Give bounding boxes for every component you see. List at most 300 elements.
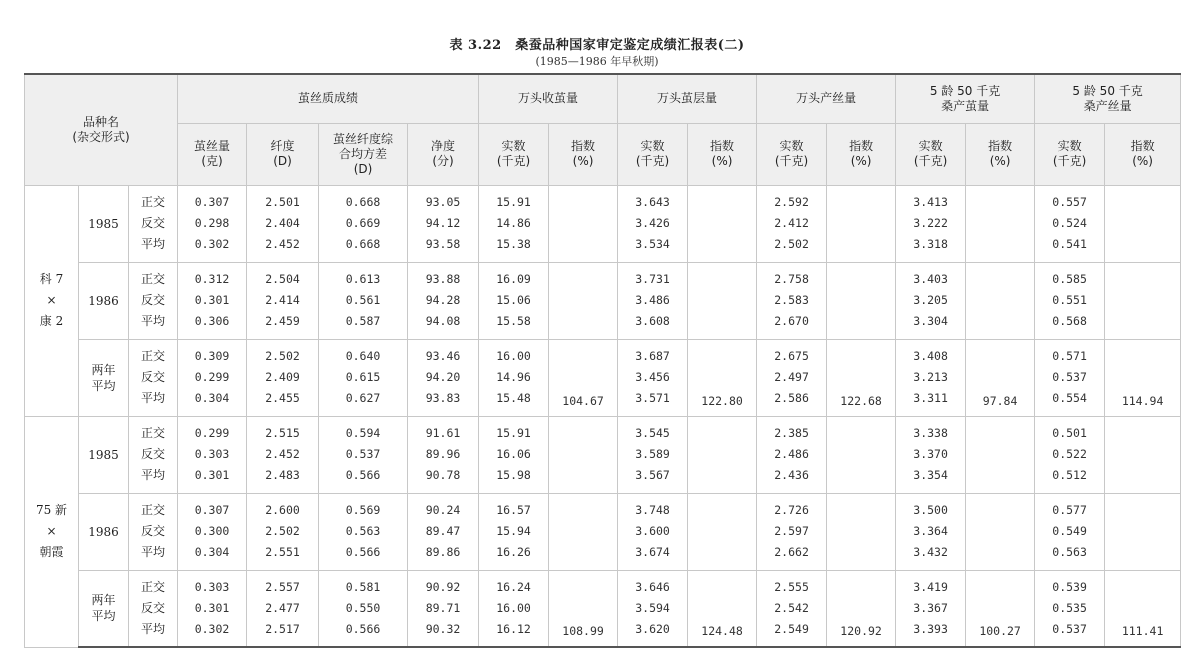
cross-type: 平均 — [141, 391, 166, 405]
value-silk-output-actual: 2.385 — [774, 426, 809, 440]
cell-yield-index: 104.67 — [549, 339, 618, 416]
value-fineness: 2.459 — [265, 314, 300, 328]
value-silk-output-actual: 2.555 — [774, 579, 809, 594]
cell-mulberry-silk-actual — [1035, 570, 1105, 647]
table-title: 表 3.22 桑蚕品种国家审定鉴定成绩汇报表(二) — [449, 38, 745, 53]
cross-type: 平均 — [141, 237, 166, 251]
value-mulberry-silk-actual: 0.501 — [1052, 426, 1087, 440]
value-layer-actual: 3.608 — [635, 314, 670, 328]
value-mulberry-cocoon-actual: 3.205 — [913, 293, 948, 307]
group-header-silk-output: 万头产丝量 — [757, 74, 896, 123]
value-yield-actual: 16.09 — [496, 272, 531, 286]
col-variance: 茧丝纤度综 合均方差 (D) — [319, 123, 408, 185]
table-row — [25, 339, 1181, 416]
value-fineness: 2.557 — [265, 579, 300, 594]
cell-mulberry-cocoon-index: 97.84 — [966, 339, 1035, 416]
cell-layer-index: 124.48 — [688, 570, 757, 647]
cross-type: 反交 — [141, 216, 166, 230]
group-header-mulberry-silk: 5 龄 50 千克 桑产丝量 — [1035, 74, 1181, 123]
cell-mulberry-cocoon-index — [966, 416, 1035, 493]
cell-mulberry-cocoon-actual — [896, 339, 966, 416]
cell-yield-actual — [479, 262, 549, 339]
value-mulberry-cocoon-actual: 3.432 — [913, 545, 948, 559]
value-yield-actual: 16.00 — [496, 600, 531, 615]
value-layer-actual: 3.594 — [635, 600, 670, 615]
value-mulberry-cocoon-actual: 3.354 — [913, 468, 948, 482]
value-variance: 0.640 — [345, 349, 381, 363]
value-layer-actual: 3.545 — [635, 426, 670, 440]
value-mulberry-cocoon-actual: 3.393 — [913, 621, 948, 636]
value-cleanness: 91.61 — [425, 426, 461, 440]
value-fineness: 2.404 — [265, 216, 300, 230]
value-silk-output-actual: 2.586 — [774, 391, 809, 405]
value-fineness: 2.551 — [265, 545, 300, 559]
col-index: 指数 (%) — [688, 123, 757, 185]
value-silk-weight: 0.300 — [194, 524, 230, 538]
value-silk-output-actual: 2.662 — [774, 545, 809, 559]
value-mulberry-cocoon-actual: 3.367 — [913, 600, 948, 615]
cell-mulberry-silk-actual — [1035, 493, 1105, 570]
col-actual: 实数 (千克) — [618, 123, 688, 185]
value-mulberry-silk-actual: 0.537 — [1052, 370, 1087, 384]
value-yield-actual: 16.57 — [496, 503, 531, 517]
value-cleanness: 89.86 — [425, 545, 461, 559]
cross-type: 平均 — [141, 545, 166, 559]
cell-variance — [319, 339, 408, 416]
cell-fineness — [247, 262, 319, 339]
value-variance: 0.550 — [345, 600, 381, 615]
cell-yield-actual — [479, 416, 549, 493]
value-mulberry-cocoon-actual: 3.304 — [913, 314, 948, 328]
value-layer-actual: 3.534 — [635, 237, 670, 251]
value-mulberry-silk-actual: 0.563 — [1052, 545, 1087, 559]
col-index: 指数 (%) — [966, 123, 1035, 185]
cell-fineness — [247, 416, 319, 493]
cell-silk-weight — [178, 416, 247, 493]
cell-layer-actual — [618, 570, 688, 647]
value-layer-actual: 3.589 — [635, 447, 670, 461]
cell-variance — [319, 262, 408, 339]
value-variance: 0.615 — [345, 370, 381, 384]
value-silk-weight: 0.303 — [194, 447, 230, 461]
cell-mulberry-cocoon-actual — [896, 570, 966, 647]
cell-layer-actual — [618, 493, 688, 570]
cell-mulberry-cocoon-index: 100.27 — [966, 570, 1035, 647]
value-cleanness: 90.78 — [425, 468, 461, 482]
table-subtitle: (1985—1986 年早秋期) — [535, 55, 659, 68]
value-variance: 0.537 — [345, 447, 381, 461]
col-cleanness: 净度 (分) — [408, 123, 479, 185]
value-fineness: 2.414 — [265, 293, 300, 307]
cell-silk-output-index: 122.68 — [827, 339, 896, 416]
value-variance: 0.613 — [345, 272, 381, 286]
cell-layer-index — [688, 416, 757, 493]
cross-type-list — [129, 262, 178, 339]
value-silk-weight: 0.303 — [194, 579, 230, 594]
col-silk-weight: 茧丝量 (克) — [178, 123, 247, 185]
value-silk-output-actual: 2.670 — [774, 314, 809, 328]
cell-layer-actual — [618, 185, 688, 262]
value-silk-output-actual: 2.412 — [774, 216, 809, 230]
value-fineness: 2.504 — [265, 272, 300, 286]
year-group: 1985 — [79, 416, 129, 493]
cross-type: 反交 — [141, 293, 166, 307]
value-mulberry-cocoon-actual: 3.500 — [913, 503, 948, 517]
value-cleanness: 94.20 — [425, 370, 461, 384]
cell-fineness — [247, 493, 319, 570]
cell-silk-output-index: 120.92 — [827, 570, 896, 647]
value-yield-actual: 14.86 — [496, 216, 531, 230]
value-yield-actual: 14.96 — [496, 370, 531, 384]
value-mulberry-cocoon-actual: 3.364 — [913, 524, 948, 538]
value-layer-actual: 3.571 — [635, 391, 670, 405]
cross-type: 正交 — [141, 349, 166, 363]
cross-type-list — [129, 493, 178, 570]
cell-cleanness — [408, 339, 479, 416]
value-mulberry-silk-actual: 0.551 — [1052, 293, 1087, 307]
value-mulberry-silk-actual: 0.549 — [1052, 524, 1087, 538]
value-fineness: 2.483 — [265, 468, 300, 482]
value-silk-output-actual: 2.486 — [774, 447, 809, 461]
value-cleanness: 89.71 — [425, 600, 461, 615]
cell-yield-index — [549, 493, 618, 570]
value-silk-weight: 0.299 — [194, 426, 230, 440]
value-mulberry-silk-actual: 0.557 — [1052, 195, 1087, 209]
value-layer-actual: 3.687 — [635, 349, 670, 363]
value-variance: 0.563 — [345, 524, 381, 538]
value-mulberry-silk-actual: 0.522 — [1052, 447, 1087, 461]
cell-fineness — [247, 570, 319, 647]
value-mulberry-cocoon-actual: 3.413 — [913, 195, 948, 209]
value-yield-actual: 15.91 — [496, 195, 531, 209]
value-silk-output-actual: 2.549 — [774, 621, 809, 636]
value-silk-weight: 0.301 — [194, 293, 230, 307]
value-silk-output-actual: 2.436 — [774, 468, 809, 482]
value-cleanness: 94.12 — [425, 216, 461, 230]
cross-type: 正交 — [141, 579, 166, 594]
year-group: 1986 — [79, 493, 129, 570]
cell-yield-index: 108.99 — [549, 570, 618, 647]
cell-silk-output-index — [827, 185, 896, 262]
year-group: 两年 平均 — [79, 339, 129, 416]
value-cleanness: 93.83 — [425, 391, 461, 405]
cell-mulberry-cocoon-index — [966, 493, 1035, 570]
value-yield-actual: 15.48 — [496, 391, 531, 405]
value-silk-output-actual: 2.497 — [774, 370, 809, 384]
value-fineness: 2.600 — [265, 503, 300, 517]
cell-cleanness — [408, 262, 479, 339]
value-silk-weight: 0.307 — [194, 195, 230, 209]
cell-mulberry-cocoon-actual — [896, 416, 966, 493]
value-yield-actual: 16.24 — [496, 579, 531, 594]
value-cleanness: 90.32 — [425, 621, 461, 636]
cross-type: 反交 — [141, 447, 166, 461]
cell-cleanness — [408, 185, 479, 262]
value-cleanness: 93.46 — [425, 349, 461, 363]
cell-silk-output-index — [827, 262, 896, 339]
value-mulberry-cocoon-actual: 3.222 — [913, 216, 948, 230]
value-variance: 0.569 — [345, 503, 381, 517]
cell-silk-output-actual — [757, 493, 827, 570]
value-silk-output-actual: 2.583 — [774, 293, 809, 307]
value-silk-weight: 0.309 — [194, 349, 230, 363]
value-yield-actual: 15.91 — [496, 426, 531, 440]
value-silk-weight: 0.301 — [194, 468, 230, 482]
cell-mulberry-cocoon-index — [966, 185, 1035, 262]
value-fineness: 2.502 — [265, 524, 300, 538]
group-header-quality: 茧丝质成绩 — [178, 74, 479, 123]
value-mulberry-silk-actual: 0.554 — [1052, 391, 1087, 405]
cell-layer-actual — [618, 339, 688, 416]
value-cleanness: 89.96 — [425, 447, 461, 461]
cell-yield-index — [549, 262, 618, 339]
cell-mulberry-silk-index — [1105, 262, 1181, 339]
col-actual: 实数 (千克) — [479, 123, 549, 185]
cell-variance — [319, 185, 408, 262]
value-fineness: 2.515 — [265, 426, 300, 440]
cell-silk-weight — [178, 493, 247, 570]
value-cleanness: 93.58 — [425, 237, 461, 251]
value-layer-actual: 3.600 — [635, 524, 670, 538]
cell-layer-index — [688, 185, 757, 262]
value-variance: 0.669 — [345, 216, 381, 230]
year-group: 1985 — [79, 185, 129, 262]
cross-type: 反交 — [141, 370, 166, 384]
cell-silk-output-actual — [757, 262, 827, 339]
cross-type: 正交 — [141, 426, 166, 440]
value-silk-weight: 0.304 — [194, 391, 230, 405]
cell-mulberry-silk-index: 111.41 — [1105, 570, 1181, 647]
value-silk-weight: 0.299 — [194, 370, 230, 384]
cell-silk-output-actual — [757, 570, 827, 647]
value-layer-actual: 3.643 — [635, 195, 670, 209]
value-fineness: 2.517 — [265, 621, 300, 636]
cell-mulberry-silk-index — [1105, 416, 1181, 493]
cell-layer-index — [688, 493, 757, 570]
cross-type: 正交 — [141, 272, 166, 286]
cell-mulberry-silk-index — [1105, 185, 1181, 262]
value-yield-actual: 16.00 — [496, 349, 531, 363]
value-mulberry-silk-actual: 0.524 — [1052, 216, 1087, 230]
value-cleanness: 93.05 — [425, 195, 461, 209]
value-cleanness: 90.24 — [425, 503, 461, 517]
col-index: 指数 (%) — [827, 123, 896, 185]
value-mulberry-silk-actual: 0.512 — [1052, 468, 1087, 482]
value-fineness: 2.452 — [265, 447, 300, 461]
value-variance: 0.561 — [345, 293, 381, 307]
cell-yield-actual — [479, 339, 549, 416]
value-variance: 0.594 — [345, 426, 381, 440]
value-layer-actual: 3.486 — [635, 293, 670, 307]
cross-type: 反交 — [141, 524, 166, 538]
value-cleanness: 94.08 — [425, 314, 461, 328]
cross-type-list — [129, 570, 178, 647]
cell-silk-output-index — [827, 416, 896, 493]
year-group: 两年 平均 — [79, 570, 129, 647]
cell-yield-index — [549, 185, 618, 262]
value-yield-actual: 16.12 — [496, 621, 531, 636]
value-variance: 0.668 — [345, 195, 381, 209]
cell-mulberry-silk-actual — [1035, 339, 1105, 416]
cell-silk-output-index — [827, 493, 896, 570]
value-mulberry-silk-actual: 0.535 — [1052, 600, 1087, 615]
value-silk-weight: 0.302 — [194, 621, 230, 636]
cell-mulberry-silk-index: 114.94 — [1105, 339, 1181, 416]
value-fineness: 2.477 — [265, 600, 300, 615]
value-yield-actual: 16.26 — [496, 545, 531, 559]
value-mulberry-cocoon-actual: 3.419 — [913, 579, 948, 594]
value-variance: 0.566 — [345, 621, 381, 636]
value-variance: 0.581 — [345, 579, 381, 594]
cell-layer-index — [688, 262, 757, 339]
cell-variance — [319, 570, 408, 647]
value-layer-actual: 3.748 — [635, 503, 670, 517]
cell-silk-output-actual — [757, 339, 827, 416]
cell-cleanness — [408, 416, 479, 493]
value-fineness: 2.502 — [265, 349, 300, 363]
value-fineness: 2.452 — [265, 237, 300, 251]
cell-yield-actual — [479, 493, 549, 570]
value-mulberry-cocoon-actual: 3.213 — [913, 370, 948, 384]
report-table — [24, 73, 1181, 648]
value-silk-output-actual: 2.502 — [774, 237, 809, 251]
table-row — [25, 570, 1181, 647]
cell-mulberry-cocoon-actual — [896, 185, 966, 262]
value-silk-output-actual: 2.675 — [774, 349, 809, 363]
cell-yield-actual — [479, 185, 549, 262]
cell-cleanness — [408, 493, 479, 570]
year-group: 1986 — [79, 262, 129, 339]
group-header-yield: 万头收茧量 — [479, 74, 618, 123]
cell-mulberry-cocoon-index — [966, 262, 1035, 339]
cell-silk-weight — [178, 185, 247, 262]
table-row — [25, 185, 1181, 262]
value-mulberry-silk-actual: 0.537 — [1052, 621, 1087, 636]
value-mulberry-cocoon-actual: 3.311 — [913, 391, 948, 405]
value-cleanness: 89.47 — [425, 524, 461, 538]
value-layer-actual: 3.426 — [635, 216, 670, 230]
value-mulberry-cocoon-actual: 3.318 — [913, 237, 948, 251]
value-cleanness: 93.88 — [425, 272, 461, 286]
table-row — [25, 493, 1181, 570]
col-index: 指数 (%) — [1105, 123, 1181, 185]
cross-type-list — [129, 185, 178, 262]
value-mulberry-cocoon-actual: 3.370 — [913, 447, 948, 461]
value-silk-output-actual: 2.726 — [774, 503, 809, 517]
col-actual: 实数 (千克) — [757, 123, 827, 185]
cross-type-list — [129, 339, 178, 416]
cell-layer-index: 122.80 — [688, 339, 757, 416]
value-fineness: 2.455 — [265, 391, 300, 405]
cell-silk-output-actual — [757, 185, 827, 262]
cross-type: 正交 — [141, 195, 166, 209]
value-mulberry-silk-actual: 0.585 — [1052, 272, 1087, 286]
cell-silk-weight — [178, 262, 247, 339]
cell-mulberry-cocoon-actual — [896, 493, 966, 570]
value-fineness: 2.501 — [265, 195, 300, 209]
value-silk-weight: 0.307 — [194, 503, 230, 517]
cell-mulberry-silk-index — [1105, 493, 1181, 570]
value-fineness: 2.409 — [265, 370, 300, 384]
value-silk-output-actual: 2.592 — [774, 195, 809, 209]
value-mulberry-silk-actual: 0.568 — [1052, 314, 1087, 328]
group-header-mulberry-cocoon: 5 龄 50 千克 桑产茧量 — [896, 74, 1035, 123]
value-yield-actual: 16.06 — [496, 447, 531, 461]
cell-layer-actual — [618, 416, 688, 493]
cross-type: 平均 — [141, 468, 166, 482]
value-silk-output-actual: 2.597 — [774, 524, 809, 538]
value-layer-actual: 3.620 — [635, 621, 670, 636]
cell-variance — [319, 493, 408, 570]
value-layer-actual: 3.567 — [635, 468, 670, 482]
cross-type-list — [129, 416, 178, 493]
cell-mulberry-cocoon-actual — [896, 262, 966, 339]
value-layer-actual: 3.674 — [635, 545, 670, 559]
value-silk-output-actual: 2.758 — [774, 272, 809, 286]
value-yield-actual: 15.38 — [496, 237, 531, 251]
value-silk-output-actual: 2.542 — [774, 600, 809, 615]
cell-mulberry-silk-actual — [1035, 262, 1105, 339]
group-header-layer: 万头茧层量 — [618, 74, 757, 123]
value-mulberry-silk-actual: 0.571 — [1052, 349, 1087, 363]
variety-header: 品种名 (杂交形式) — [25, 74, 178, 185]
cell-silk-weight — [178, 570, 247, 647]
value-yield-actual: 15.94 — [496, 524, 531, 538]
value-silk-weight: 0.306 — [194, 314, 230, 328]
col-actual: 实数 (千克) — [1035, 123, 1105, 185]
cell-layer-actual — [618, 262, 688, 339]
cross-type: 平均 — [141, 621, 166, 636]
cell-cleanness — [408, 570, 479, 647]
table-row — [25, 416, 1181, 493]
value-cleanness: 94.28 — [425, 293, 461, 307]
value-silk-weight: 0.298 — [194, 216, 230, 230]
value-layer-actual: 3.646 — [635, 579, 670, 594]
cell-silk-output-actual — [757, 416, 827, 493]
value-layer-actual: 3.731 — [635, 272, 670, 286]
value-variance: 0.587 — [345, 314, 381, 328]
value-variance: 0.566 — [345, 468, 381, 482]
value-mulberry-cocoon-actual: 3.403 — [913, 272, 948, 286]
value-variance: 0.566 — [345, 545, 381, 559]
cross-type: 平均 — [141, 314, 166, 328]
cell-silk-weight — [178, 339, 247, 416]
value-silk-weight: 0.301 — [194, 600, 230, 615]
value-silk-weight: 0.304 — [194, 545, 230, 559]
variety-name: 科 7 × 康 2 — [25, 185, 79, 416]
cell-fineness — [247, 185, 319, 262]
value-mulberry-cocoon-actual: 3.408 — [913, 349, 948, 363]
value-mulberry-silk-actual: 0.577 — [1052, 503, 1087, 517]
table-body — [25, 185, 1181, 647]
cross-type: 正交 — [141, 503, 166, 517]
value-layer-actual: 3.456 — [635, 370, 670, 384]
col-fineness: 纤度 (D) — [247, 123, 319, 185]
value-silk-weight: 0.302 — [194, 237, 230, 251]
cell-mulberry-silk-actual — [1035, 185, 1105, 262]
value-variance: 0.627 — [345, 391, 381, 405]
cross-type: 反交 — [141, 600, 166, 615]
value-yield-actual: 15.06 — [496, 293, 531, 307]
col-index: 指数 (%) — [549, 123, 618, 185]
cell-variance — [319, 416, 408, 493]
cell-fineness — [247, 339, 319, 416]
cell-yield-index — [549, 416, 618, 493]
value-yield-actual: 15.98 — [496, 468, 531, 482]
cell-mulberry-silk-actual — [1035, 416, 1105, 493]
value-silk-weight: 0.312 — [194, 272, 230, 286]
value-variance: 0.668 — [345, 237, 381, 251]
